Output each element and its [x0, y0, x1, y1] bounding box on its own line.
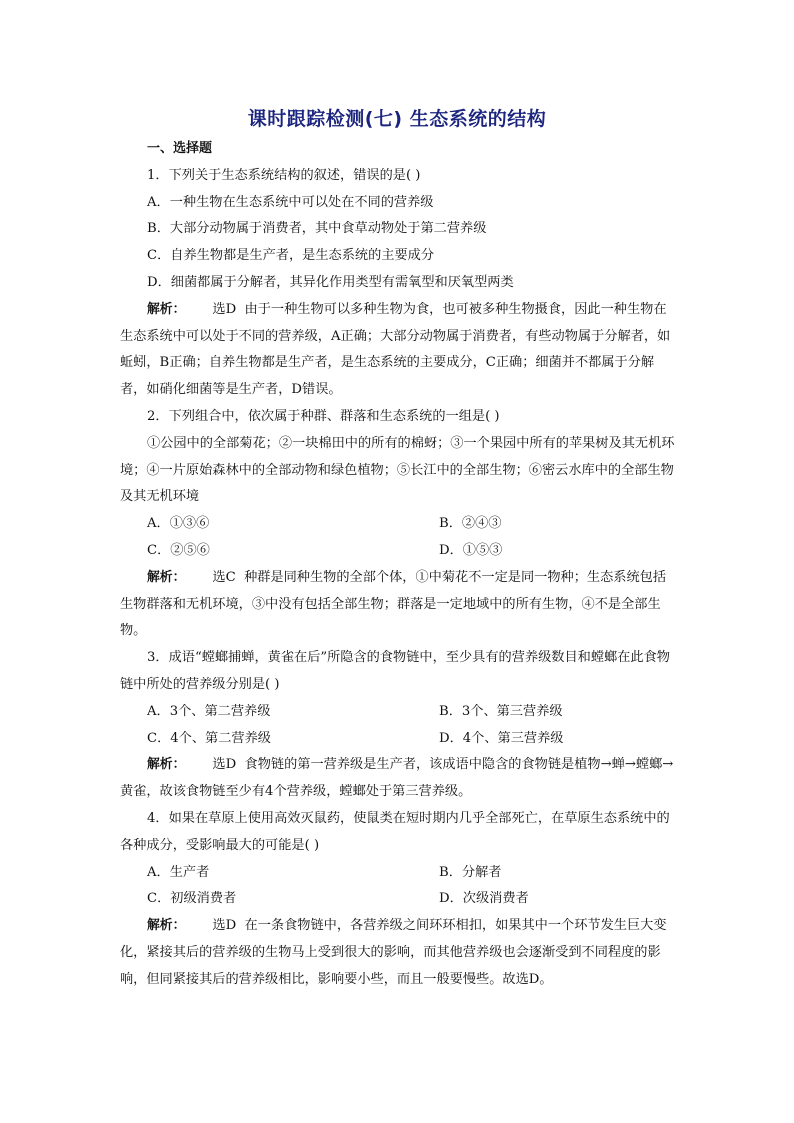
option-d: D．①⑤③: [439, 542, 503, 558]
analysis-label: 解析：: [147, 301, 186, 317]
option-c: C．②⑤⑥: [147, 542, 210, 558]
option-d: D．次级消费者: [439, 891, 529, 907]
option-row: [147, 699, 676, 726]
question-stem: 1．下列关于生态系统结构的叙述，错误的是( ): [147, 167, 421, 183]
analysis-text: 种群是同种生物的全部个体，①中菊花不一定是同一物种；生态系统包括生物群落和无机环境，③中没有包括全部生物；群落是一定地域中的所有生物，④不是全部生物。: [120, 569, 667, 639]
option-c: C．自养生物都是生产者，是生态系统的主要成分: [147, 248, 435, 264]
option-a: A．3个、第二营养级: [147, 703, 271, 719]
option-row: [147, 538, 676, 565]
option-c: C．初级消费者: [147, 891, 237, 907]
question-stem: 3．成语“螳螂捕蝉，黄雀在后”所隐含的食物链中，至少具有的营养级数目和螳螂在此食物链中所处的营养级分别是( ): [120, 650, 670, 692]
option-a: A．生产者: [147, 864, 210, 880]
option-c: C．4个、第二营养级: [147, 730, 271, 746]
option-b: B．大部分动物属于消费者，其中食草动物处于第二营养级: [147, 221, 487, 237]
analysis: [120, 913, 676, 993]
option-b: B．3个、第三营养级: [439, 703, 563, 719]
option-d: D．细菌都属于分解者，其异化作用类型有需氧型和厌氧型两类: [147, 274, 514, 290]
question-4: [120, 806, 676, 994]
question-2: [120, 404, 676, 645]
option-row: [147, 511, 676, 538]
option-row: [147, 726, 676, 753]
answer: 选C: [212, 569, 236, 585]
option-d: D．4个、第三营养级: [439, 730, 564, 746]
analysis: [120, 752, 676, 806]
option-a: A．①③⑥: [147, 516, 210, 532]
document-content: [120, 136, 676, 994]
analysis-label: 解析：: [147, 757, 186, 773]
option-row: [147, 860, 676, 887]
option-b: B．②④③: [439, 516, 502, 532]
question-stem: 4．如果在草原上使用高效灭鼠药，使鼠类在短时期内几乎全部死亡，在草原生态系统中的各种成分，受影响最大的可能是( ): [120, 810, 670, 853]
analysis-text: 在一条食物链中，各营养级之间环环相扣，如果其中一个环节发生巨大变化，紧接其后的营养级的生物马上受到很大的影响，而其他营养级也会逐渐受到不同程度的影响，但同紧接其后的营养级相比，影响要小些，而且一般要慢些。故选D。: [120, 918, 667, 987]
option-row: [147, 886, 676, 913]
analysis-text: 食物链的第一营养级是生产者，该成语中隐含的食物链是植物→蝉→螳螂→黄雀，故该食物链至少有4个营养级，螳螂处于第三营养级。: [120, 757, 674, 800]
analysis-label: 解析：: [147, 569, 186, 585]
analysis-text: 由于一种生物可以多种生物为食，也可被多种生物摄食，因此一种生物在生态系统中可以处于不同的营养级，A正确；大部分动物属于消费者，有些动物属于分解者，如蚯蚓，B正确；自养生物都是生产者，是生态系统的主要成分，C正确；细菌并不都属于分解者，如硝化细菌等是生产者，D错误。: [120, 301, 671, 398]
option-a: A．一种生物在生态系统中可以处在不同的营养级: [147, 194, 434, 210]
analysis: [120, 297, 676, 404]
answer: 选D: [212, 301, 237, 317]
question-3: [120, 645, 676, 806]
analysis: [120, 565, 676, 645]
question-body: ①公园中的全部菊花；②一块棉田中的所有的棉蚜；③一个果园中所有的苹果树及其无机环境；④一片原始森林中的全部动物和绿色植物；⑤长江中的全部生物；⑥密云水库中的全部生物及其无机环境: [120, 435, 675, 505]
answer: 选D: [212, 757, 237, 773]
question-1: [120, 163, 676, 404]
answer: 选D: [212, 918, 237, 934]
question-stem: 2．下列组合中，依次属于种群、群落和生态系统的一组是( ): [147, 408, 500, 424]
page-title: 课时跟踪检测(七) 生态系统的结构: [247, 108, 547, 130]
option-b: B．分解者: [439, 864, 502, 880]
section-heading: 一、选择题: [147, 141, 213, 156]
analysis-label: 解析：: [147, 918, 186, 934]
